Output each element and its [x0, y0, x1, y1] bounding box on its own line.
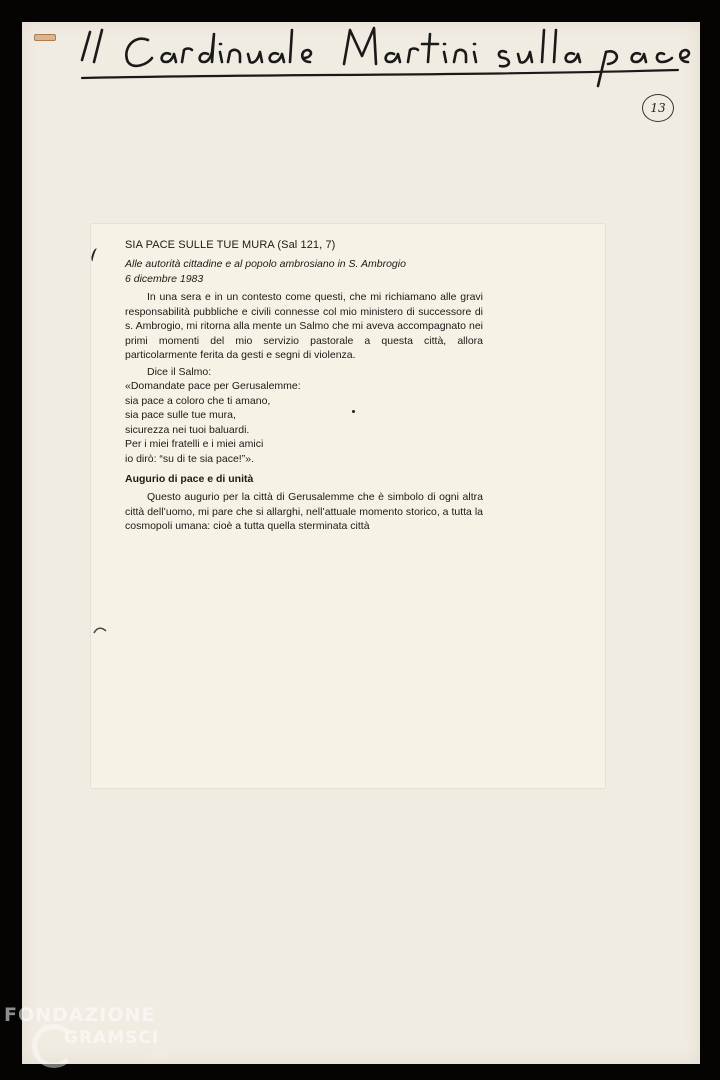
psalm-line: Per i miei fratelli e i miei amici [125, 438, 264, 450]
psalm-line: io dirò: “su di te sia pace!”». [125, 452, 254, 465]
staple-mark [34, 34, 56, 41]
subtitle-date: 6 dicembre 1983 [125, 272, 204, 285]
paragraph-intro: In una sera e in un contesto come questi, che mi richiamano alle gravi responsabilità pubbliche e civili connesse col mio ministero di successore di s. Ambrogio, mi ritorna alla mente un Salmo che mi aveva accompagnato nei primi momenti del mio servizio pastorale a questa città, allora particolarmente ferita da gesti e segni di violenza. [125, 291, 483, 361]
article-heading: SIA PACE SULLE TUE MURA (Sal 121, 7) [125, 239, 336, 251]
watermark-line1: FONDAZIONE [4, 1004, 156, 1026]
psalm-line: «Domandate pace per Gerusalemme: [125, 380, 301, 392]
section-heading: Augurio di pace e di unità [125, 473, 254, 485]
psalm-line: sia pace sulle tue mura, [125, 409, 236, 421]
subtitle-occasion: Alle autorità cittadine e al popolo ambrosiano in S. Ambrogio [125, 258, 406, 270]
handwritten-title-signature [78, 20, 698, 92]
page-number-circle: 13 [642, 94, 674, 122]
psalm-quote [125, 379, 483, 466]
psalm-intro: Dice il Salmo: [147, 366, 212, 378]
psalm-line: sia pace a coloro che ti amano, [125, 394, 271, 407]
watermark-line3: onlus [148, 1052, 170, 1061]
watermark-line2: GRAMSCI [64, 1028, 160, 1048]
foundation-watermark [4, 1000, 194, 1080]
article-subtitle [125, 257, 483, 286]
paragraph-augurio: Questo augurio per la città di Gerusalemme che è simbolo di ogni altra città dell’uomo, mi pare che si allarghi, nell’attuale momento storico, a tutta la cosmopoli umana: cioè a tutta quella sterminata città [125, 491, 483, 532]
handwritten-title [78, 20, 698, 92]
ink-smudge [92, 624, 110, 636]
psalm-line: sicurezza nei tuoi baluardi. [125, 423, 250, 436]
